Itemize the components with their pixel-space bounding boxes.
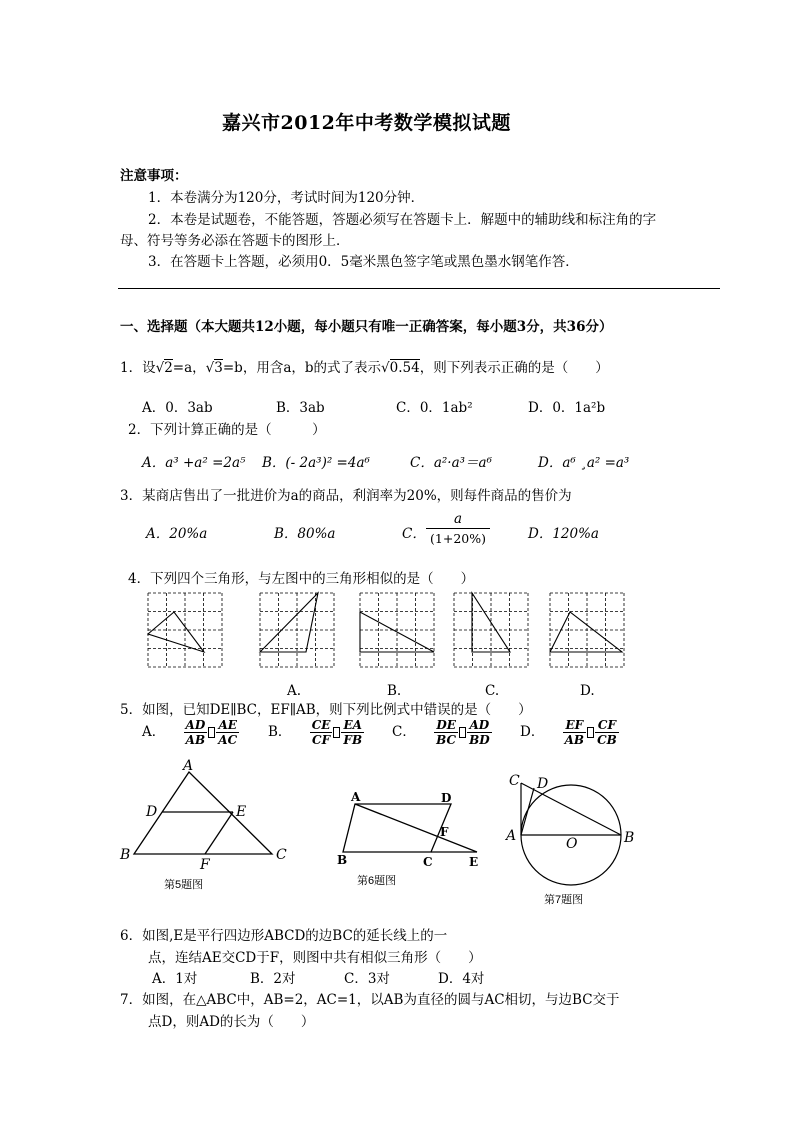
question-7-line-1: 7．如图，在△ABC中，AB=2，AC=1，以AB为直径的圆与AC相切，与边BC交于 bbox=[120, 992, 620, 1008]
question-6-line-2: 点，连结AE交CD于F，则图中共有相似三角形（ ） bbox=[148, 950, 482, 966]
notice-item-2a: 2．本卷是试题卷，不能答题，答题必须写在答题卡上．解题中的辅助线和标注角的字 bbox=[148, 212, 657, 228]
q1-number: 1．设 bbox=[120, 360, 156, 376]
q5-option-a: A． $\frac{AD}{AB}$ $\frac{AE}{AC}$ bbox=[142, 718, 238, 747]
fig6-label-d: D bbox=[441, 791, 452, 805]
figure-7 bbox=[500, 768, 650, 910]
notice-item-3: 3．在答题卡上答题，必须用0．5毫米黑色签字笔或黑色墨水钢笔作答． bbox=[148, 254, 579, 270]
fig5-label-a: A bbox=[183, 758, 194, 774]
q3-option-b: B．80%a bbox=[274, 526, 336, 542]
section-1-heading: 一、选择题（本大题共12小题，每小题只有唯一正确答案，每小题3分，共36分） bbox=[120, 319, 613, 335]
question-4: 4．下列四个三角形，与左图中的三角形相似的是（ ） bbox=[128, 571, 475, 587]
q3-option-c-label: C． bbox=[402, 526, 426, 542]
fig5-label-c: C bbox=[276, 847, 287, 863]
q3-option-a: A．20%a bbox=[146, 526, 208, 542]
question-2: 2．下列计算正确的是（ ） bbox=[128, 422, 326, 438]
fig7-label-b: B bbox=[624, 830, 635, 846]
notice-heading: 注意事项： bbox=[120, 168, 188, 184]
fig6-label-a: A bbox=[351, 790, 361, 804]
q5-option-c: C． $\frac{DE}{BC}$ $\frac{AD}{BD}$ bbox=[392, 718, 490, 747]
q5-option-d: D． $\frac{EF}{AB}$ $\frac{CF}{CB}$ bbox=[520, 718, 617, 747]
q3-option-c-fraction: a (1+20%) bbox=[426, 510, 490, 549]
q2-option-c: C．a²·a³＝a⁶ bbox=[410, 455, 493, 471]
sqrt-054: √0.54 bbox=[381, 360, 420, 376]
notice-item-1: 1．本卷满分为120分，考试时间为120分钟． bbox=[148, 190, 425, 206]
fig5-label-f: F bbox=[200, 857, 210, 873]
triangle-a bbox=[260, 593, 318, 652]
page-title: 嘉兴市2012年中考数学模拟试题 bbox=[222, 112, 511, 134]
notice-item-2b: 母、符号等务必添在答题卡的图形上． bbox=[120, 233, 350, 249]
q3-option-d: D．120%a bbox=[528, 526, 599, 542]
fig7-label-d: D bbox=[537, 776, 549, 792]
figure-6 bbox=[335, 788, 485, 888]
figure-5 bbox=[112, 755, 302, 895]
q4-label-d: D. bbox=[580, 683, 595, 699]
q4-label-b: B. bbox=[387, 683, 402, 699]
q6-option-b: B．2对 bbox=[250, 971, 296, 987]
q4-label-c: C. bbox=[485, 683, 500, 699]
sqrt-3: √3 bbox=[205, 360, 223, 376]
question-3: 3．某商店售出了一批进价为a的商品，利润率为20%，则每件商品的售价为 bbox=[120, 488, 572, 504]
q1-option-b: B．3ab bbox=[276, 400, 325, 416]
fig6-caption: 第6题图 bbox=[357, 875, 397, 887]
q6-option-c: C．3对 bbox=[344, 971, 390, 987]
fig6-label-b: B bbox=[337, 853, 348, 867]
fig6-label-f: F bbox=[440, 825, 449, 839]
fig5-label-b: B bbox=[120, 847, 131, 863]
triangle-reference bbox=[148, 612, 204, 652]
q1-option-c: C．0．1ab² bbox=[396, 400, 473, 416]
fig5-label-e: E bbox=[236, 804, 247, 820]
question-1: 1．设√2=a，√3=b，用含a，b的式了表示√0.54，则下列表示正确的是（ ） bbox=[120, 360, 609, 376]
q2-option-b: B．(- 2a³)² =4a⁶ bbox=[262, 455, 370, 471]
fig7-label-c: C bbox=[509, 773, 520, 789]
fig6-label-c: C bbox=[423, 855, 433, 869]
q1-option-d: D．0．1a²b bbox=[528, 400, 606, 416]
q4-triangle-grids bbox=[140, 588, 640, 674]
grid-c bbox=[454, 593, 528, 667]
triangle-d bbox=[550, 612, 622, 652]
q6-option-a: A．1对 bbox=[152, 971, 198, 987]
grid-b bbox=[360, 593, 434, 667]
q2-option-d: D．a⁶ ¸a² =a³ bbox=[538, 455, 630, 471]
grid-reference bbox=[148, 593, 222, 667]
q2-option-a: A．a³ +a² =2a⁵ bbox=[142, 455, 246, 471]
sqrt-2: √2 bbox=[155, 360, 173, 376]
q5-option-b: B． $\frac{CE}{CF}$ $\frac{EA}{FB}$ bbox=[268, 718, 363, 747]
fig5-label-d: D bbox=[146, 804, 158, 820]
q1-option-a: A．0．3ab bbox=[142, 400, 213, 416]
question-7-line-2: 点D，则AD的长为（ ） bbox=[148, 1014, 315, 1030]
fig7-caption: 第7题图 bbox=[544, 894, 584, 906]
q6-option-d: D．4对 bbox=[438, 971, 485, 987]
grid-a bbox=[260, 593, 334, 667]
question-5: 5．如图，已知DE∥BC，EF∥AB，则下列比例式中错误的是（ ） bbox=[120, 702, 532, 718]
fig5-caption: 第5题图 bbox=[164, 879, 204, 891]
fig7-label-o: O bbox=[566, 836, 578, 852]
fig6-label-e: E bbox=[469, 855, 479, 869]
fig7-label-a: A bbox=[506, 828, 517, 844]
question-6-line-1: 6．如图,E是平行四边形ABCD的边BC的延长线上的一 bbox=[120, 928, 448, 944]
divider-line bbox=[118, 288, 720, 289]
q4-label-a: A. bbox=[287, 683, 302, 699]
